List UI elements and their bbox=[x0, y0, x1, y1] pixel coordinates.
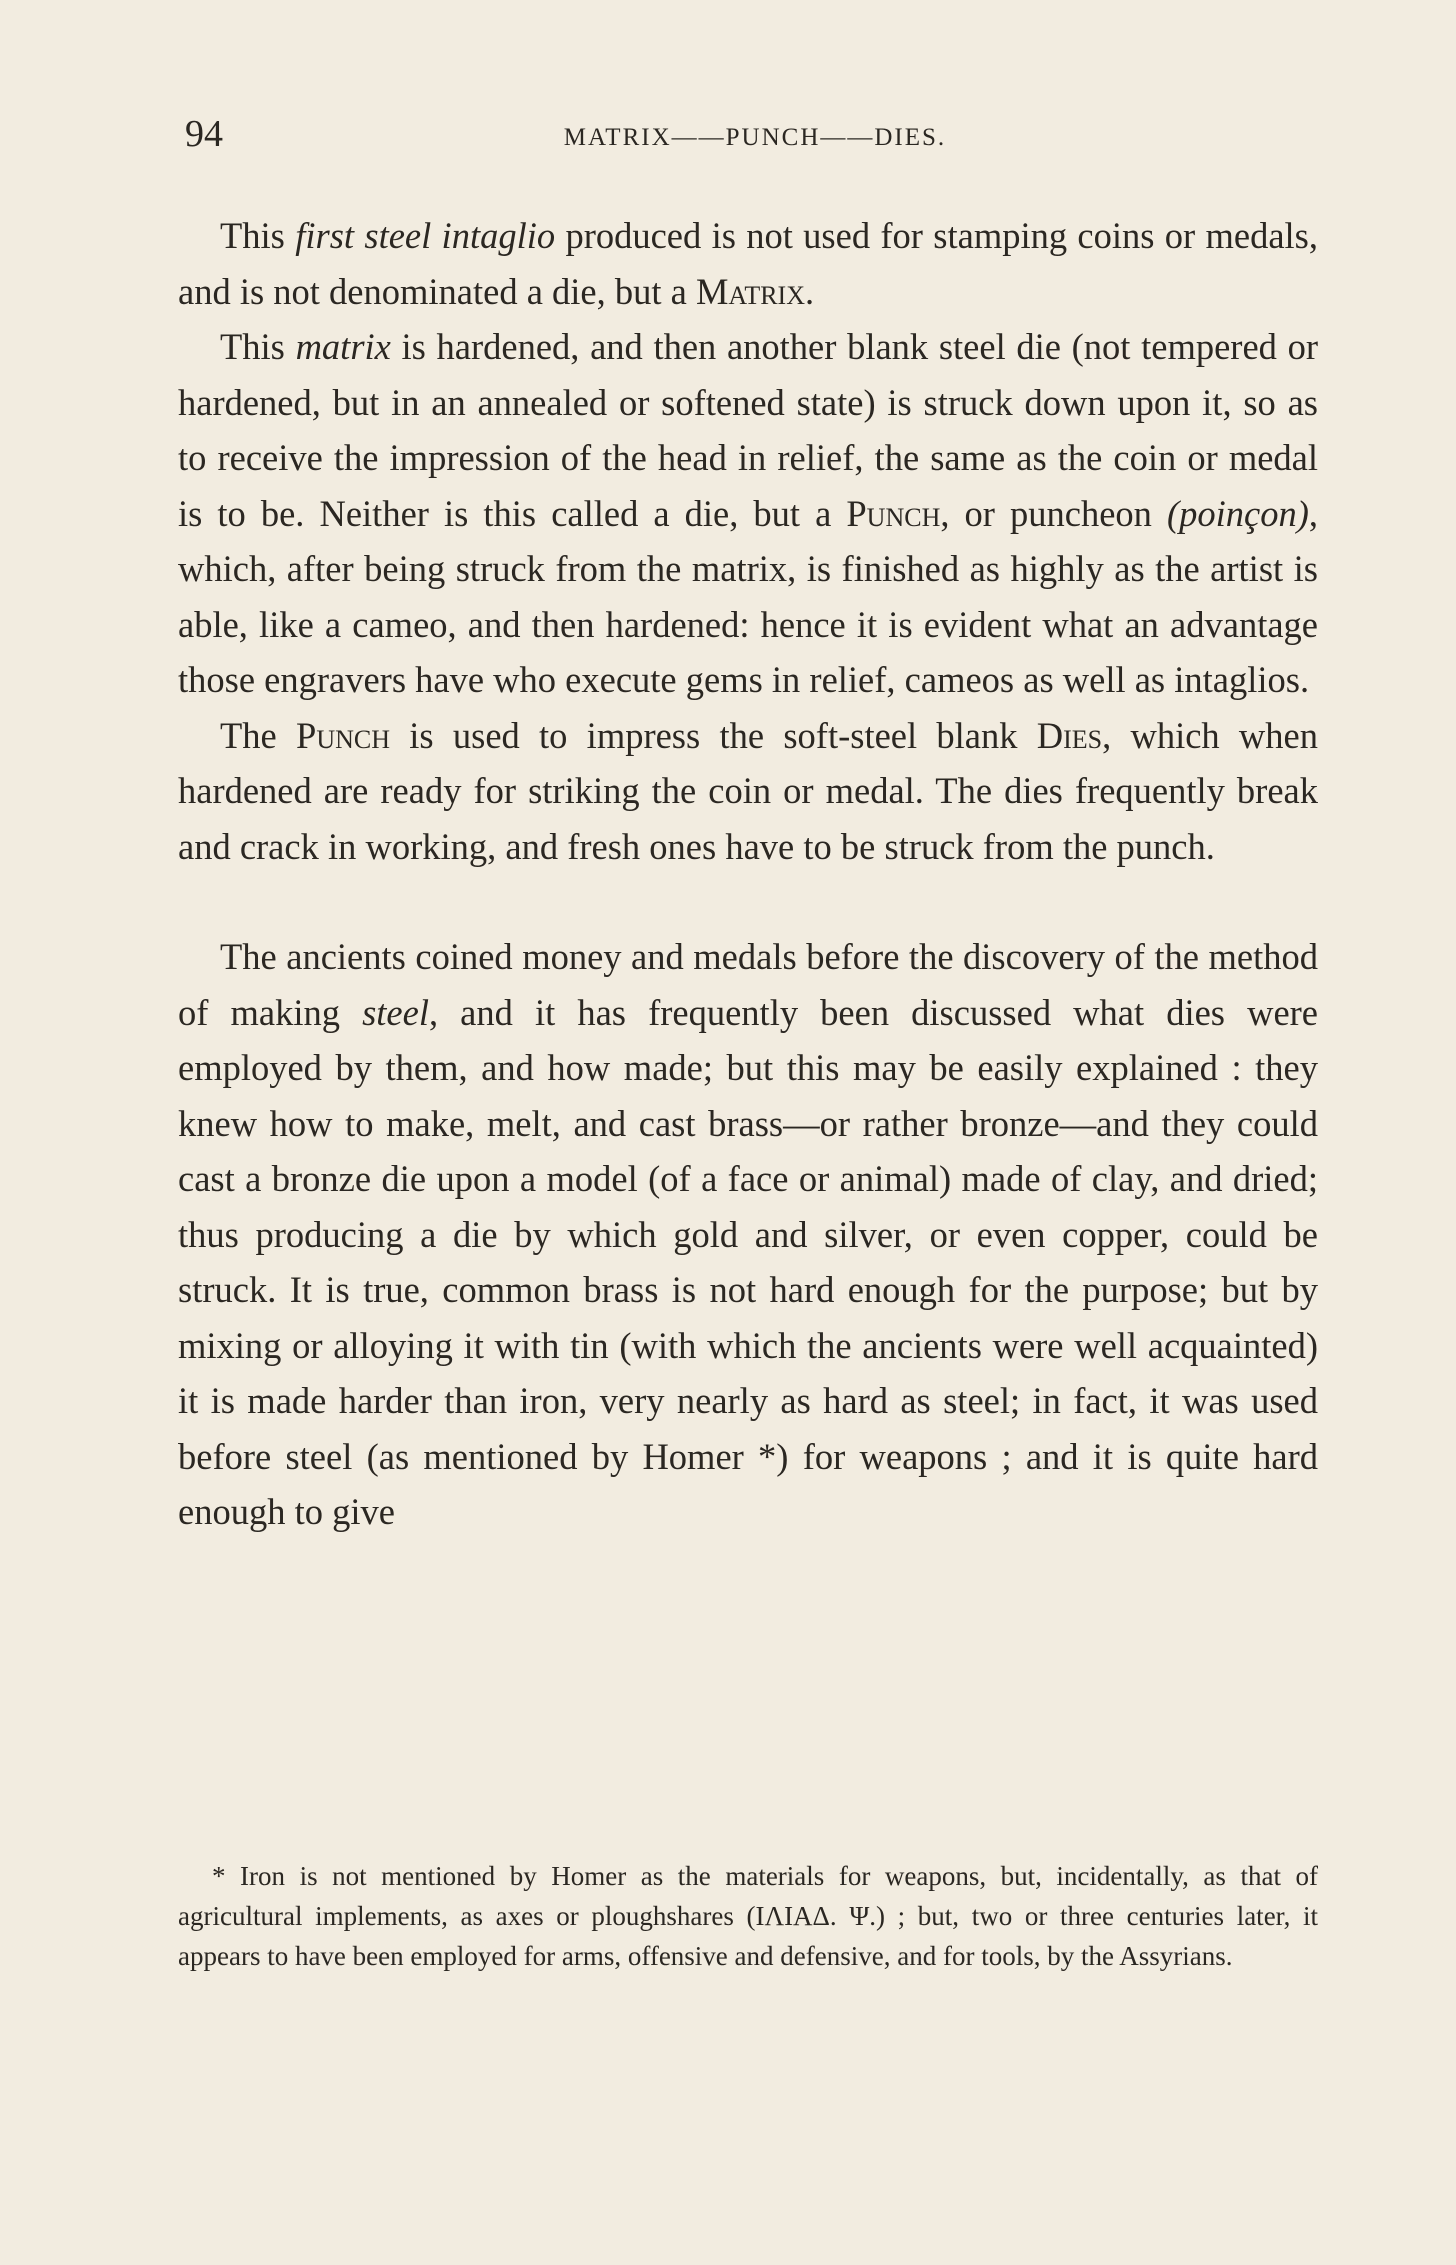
italic-term: matrix bbox=[295, 326, 391, 367]
section-gap bbox=[178, 874, 1318, 929]
running-head: MATRIX——PUNCH——DIES. bbox=[563, 124, 947, 151]
small-caps-term: Punch bbox=[296, 714, 390, 756]
paragraph-1: This first steel intaglio produced is not used for stamping coins or medals, and is not denominated a die, but a Matrix. bbox=[178, 215, 1318, 312]
paragraph-3: The Punch is used to impress the soft-steel blank Dies, which when hardened are ready for striking the coin or medal. The dies frequently break and crack in working, and fresh ones have to be struck from the punch. bbox=[178, 714, 1318, 867]
page-header bbox=[185, 112, 1325, 172]
paragraph-2: This matrix is hardened, and then another blank steel die (not tempered or hardened, but in an annealed or softened state) is struck down upon it, so as to receive the impression of the head in relief, the same as the coin or medal is to be. Neither is this called a die, but a Punch, or puncheon (poinçon), which, after being struck from the matrix, is finished as highly as the artist is able, like a cameo, and then hardened: hence it is evident what an advantage those engravers have who execute gems in relief, cameos as well as intaglios. bbox=[178, 326, 1318, 700]
italic-term: first steel intaglio bbox=[295, 215, 556, 256]
footnote-area bbox=[178, 1856, 1318, 1976]
italic-term: (poinçon) bbox=[1166, 492, 1309, 534]
small-caps-term: Dies bbox=[1036, 714, 1103, 756]
page-number: 94 bbox=[185, 113, 223, 155]
body-text bbox=[178, 208, 1318, 1540]
paragraph-4: The ancients coined money and medals before the discovery of the method of making steel, and it has frequently been discussed what dies were employed by them, and how made; but this may be easily explained : they knew how to make, melt, and cast brass—or rather bronze—and they could cast a bronze die upon a model (of a face or animal) made of clay, and dried; thus producing a die by which gold and silver, or even copper, could be struck. It is true, common brass is not hard enough for the purpose; but by mixing or alloying it with tin (with which the ancients were well acquainted) it is made harder than iron, very nearly as hard as steel; in fact, it was used before steel (as mentioned by Homer *) for weapons ; and it is quite hard enough to give bbox=[178, 936, 1318, 1532]
footnote: * Iron is not mentioned by Homer as the materials for weapons, but, incidentally, as that of agricultural implements, as axes or ploughshares (ΙΛΙΑΔ. Ψ.) ; but, two or three centuries later, it appears to have been employed for arms, offensive and defensive, and for tools, by the Assyrians. bbox=[178, 1861, 1318, 1971]
small-caps-term: Punch bbox=[846, 492, 941, 534]
italic-term: steel bbox=[362, 991, 429, 1033]
small-caps-term: Matrix bbox=[695, 270, 805, 312]
